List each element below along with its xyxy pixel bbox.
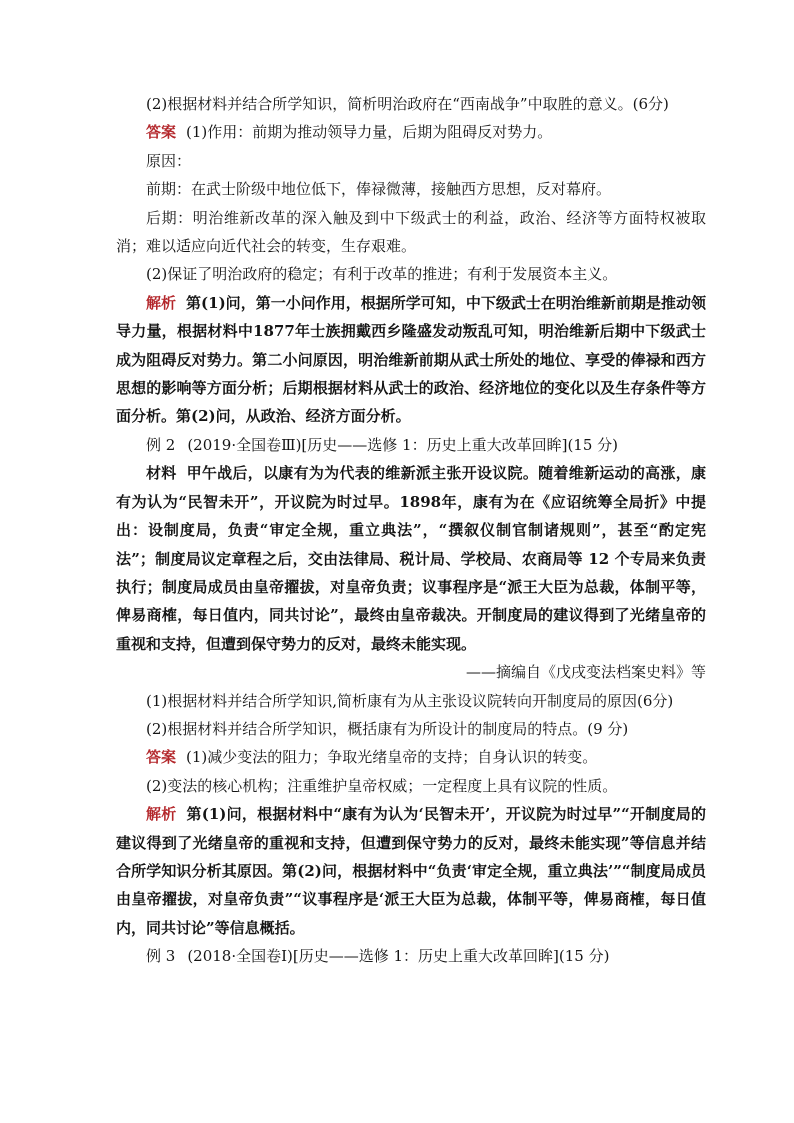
- question-2: (2)根据材料并结合所学知识，概括康有为所设计的制度局的特点。(9 分): [146, 719, 629, 738]
- answer-line: 前期：在武士阶级中地位低下，俸禄微薄，接触西方思想，反对幕府。: [146, 180, 612, 199]
- answer-line: (2)保证了明治政府的稳定；有利于改革的推进；有利于发展资本主义。: [146, 265, 618, 284]
- material-citation: ——摘编自《戊戌变法档案史料》等: [465, 663, 706, 682]
- answer-label: 答案: [146, 748, 177, 767]
- analysis-label: 解析: [146, 805, 177, 824]
- analysis-paragraph: 解析 第(1)问，第一小问作用，根据所学可知，中下级武士在明治维新前期是推动领导力量，根据材料中1877年士族拥戴西乡隆盛发动叛乱可知，明治维新后期中下级武士成为阻碍反对势力。第二小问原因，明治维新前期从武士所处的地位、享受的俸禄和西方思想的影响等方面分析；后期根据材料从武士的政治、经济地位的变化以及生存条件等方面分析。第(2)问，从政治、经济方面分析。: [116, 293, 706, 426]
- material-paragraph: 材料 甲午战后，以康有为为代表的维新派主张开设议院。随着维新运动的高涨，康有为认为“民智未开”，开议院为时过早。1898年，康有为在《应诏统筹全局折》中提出：设制度局，负责“审定全规，重立典法”，“撰叙仪制官制诸规则”，甚至“酌定宪法”；制度局议定章程之后，交由法律局、税计局、学校局、农商局等 12 个专局来负责执行；制度局成员由皇帝擢拔，对皇帝负责；议事程序是“派王大臣为总裁，体制平等，俾易商榷，每日值内，同共讨论”，最终由皇帝裁决。开制度局的建议得到了光绪皇帝的重视和支持，但遭到保守势力的反对，最终未能实现。: [116, 464, 706, 653]
- answer-line: 答案 (1)减少变法的阻力；争取光绪皇帝的支持；自身认识的转变。: [146, 748, 598, 767]
- answer-line: 后期：明治维新改革的深入触及到中下级武士的利益，政治、经济等方面特权被取消；难以适应向近代社会的转变，生存艰难。: [116, 208, 706, 256]
- question-2: (2)根据材料并结合所学知识，简析明治政府在“西南战争”中取胜的意义。(6分): [146, 95, 669, 113]
- answer-line: 原因：: [146, 151, 192, 170]
- example-3-header: 例 3 (2018·全国卷Ⅰ)[历史——选修 1：历史上重大改革回眸](15 分): [146, 947, 610, 966]
- answer-line: (2)变法的核心机构；注重维护皇帝权威；一定程度上具有议院的性质。: [146, 776, 618, 795]
- answer-line: 答案 (1)作用：前期为推动领导力量，后期为阻碍反对势力。: [146, 123, 553, 142]
- material-label: 材料: [146, 464, 177, 483]
- question-1: (1)根据材料并结合所学知识,简析康有为从主张设议院转向开制度局的原因(6分): [146, 691, 674, 710]
- analysis-paragraph: 解析 第(1)问，根据材料中“康有为认为‘民智未开’，开议院为时过早”“开制度局的建议得到了光绪皇帝的重视和支持，但遭到保守势力的反对，最终未能实现”等信息并结合所学知识分析其原因。第(2)问，根据材料中“负责‘审定全规，重立典法’”“制度局成员由皇帝擢拔，对皇帝负责”“议事程序是‘派王大臣为总裁，体制平等，俾易商榷，每日值内，同共讨论”等信息概括。: [116, 805, 706, 937]
- analysis-label: 解析: [146, 293, 177, 312]
- example-2-header: 例 2 (2019·全国卷Ⅲ)[历史——选修 1：历史上重大改革回眸](15 分): [146, 435, 619, 454]
- answer-label: 答案: [146, 123, 177, 142]
